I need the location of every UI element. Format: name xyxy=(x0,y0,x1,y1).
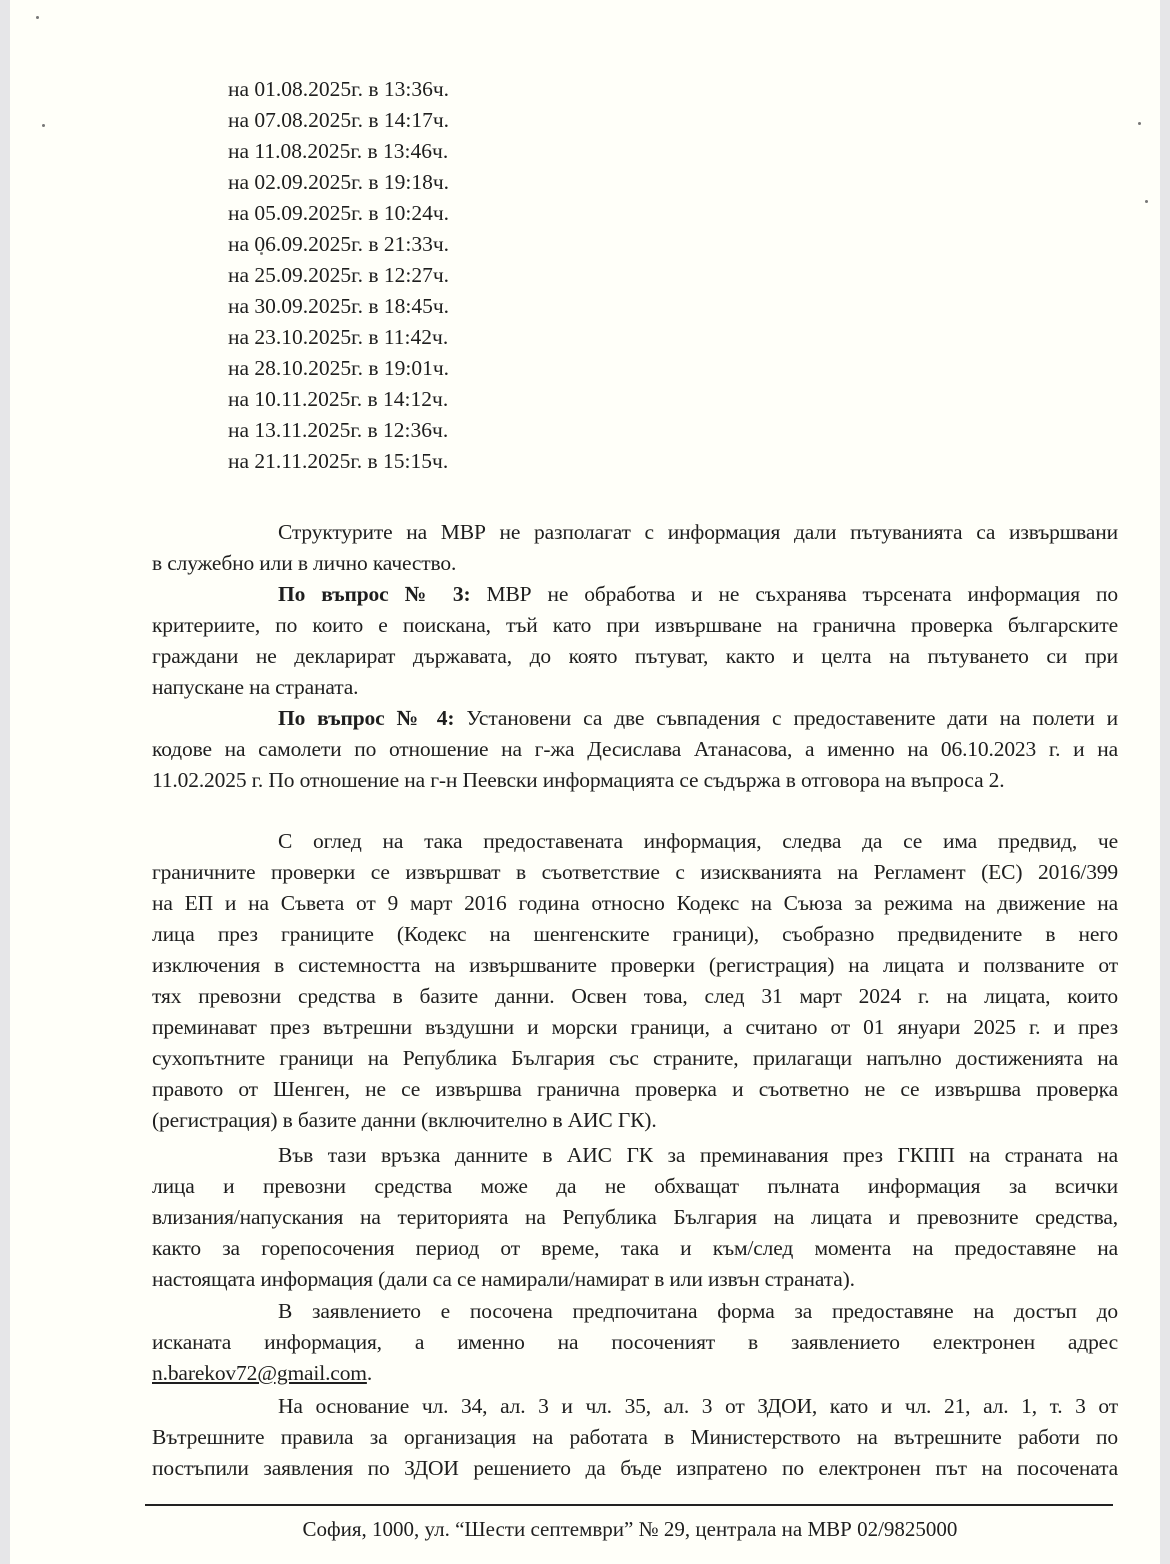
text-fragment: . xyxy=(366,1361,373,1385)
question-4-label: По въпрос № 4: xyxy=(278,706,455,730)
scan-speck xyxy=(36,16,39,19)
text-line: С оглед на така предоставената информация, следва да се има предвид, че xyxy=(278,829,1118,853)
email-link[interactable]: n.barekov72@gmail.com xyxy=(152,1361,367,1385)
paragraph-question-3 xyxy=(152,579,1118,703)
text-line xyxy=(152,1358,1118,1389)
paragraph-border-checks xyxy=(152,826,1118,1136)
text-line: в служебно или в лично качество. xyxy=(152,551,457,575)
date-entry: на 25.09.2025г. в 12:27ч. xyxy=(228,263,450,287)
footer-divider xyxy=(145,1504,1113,1506)
text-fragment: Установени са две съвпадения с предоставените дати на полети и xyxy=(454,706,1118,730)
paragraph-question-4 xyxy=(152,703,1118,796)
date-entry: на 13.11.2025г. в 12:36ч. xyxy=(228,418,449,442)
text-line: на ЕП и на Съвета от 9 март 2016 година относно Кодекс на Съюза за режима на движение на xyxy=(152,891,1118,915)
text-line: Вътрешните правила за организация на работата в Министерството на вътрешните работи по xyxy=(152,1425,1118,1449)
text-line: Структурите на МВР не разполагат с информация дали пътуванията са извършвани xyxy=(278,520,1118,544)
text-line: кодове на самолети по отношение на г-жа Десислава Атанасова, а именно на 06.10.2023 г. и на xyxy=(152,737,1118,761)
paragraph-ais-gk-data xyxy=(152,1140,1118,1295)
text-line: правото от Шенген, не се извършва гранична проверка и съответно не се извършва проверка xyxy=(152,1077,1118,1101)
text-line: влизания/напускания на територията на Република България на лицата и превозните средства, xyxy=(152,1205,1118,1229)
date-entry: на 28.10.2025г. в 19:01ч. xyxy=(228,356,450,380)
text-line: исканата информация, а именно на посоченият в заявлението електронен адрес xyxy=(152,1330,1118,1354)
text-line: преминават през вътрешни въздушни и морски граници, а считано от 01 януари 2025 г. и през xyxy=(152,1015,1118,1039)
document-page xyxy=(10,0,1160,1564)
text-line: лица през границите (Кодекс на шенгенските граници), съобразно предвидените в него xyxy=(152,922,1118,946)
text-line: лица и превозни средства може да не обхващат пълната информация за всички xyxy=(152,1174,1118,1198)
date-entry: на 11.08.2025г. в 13:46ч. xyxy=(228,139,449,163)
text-line: граничните проверки се извършват в съответствие с изискванията на Регламент (ЕС) 2016/399 xyxy=(152,860,1118,884)
scan-speck xyxy=(1138,122,1141,125)
text-line: В заявлението е посочена предпочитана форма за предоставяне на достъп до xyxy=(278,1299,1118,1323)
text-line: 11.02.2025 г. По отношение на г-н Пеевски информацията се съдържа в отговора на въпроса 2. xyxy=(152,768,1005,792)
date-entry: на 02.09.2025г. в 19:18ч. xyxy=(228,170,450,194)
date-entry: на 06.09.2025г. в 21:33ч. xyxy=(228,232,450,256)
text-line: На основание чл. 34, ал. 3 и чл. 35, ал. 3 от ЗДОИ, като и чл. 21, ал. 1, т. 3 от xyxy=(278,1394,1118,1418)
text-line: тях превозни средства в базите данни. Освен това, след 31 март 2024 г. на лицата, които xyxy=(152,984,1118,1008)
paragraph-travel-capacity xyxy=(152,517,1118,579)
date-entry: на 21.11.2025г. в 15:15ч. xyxy=(228,449,449,473)
text-line: критериите, по които е поискана, тъй като при извършване на гранична проверка българските xyxy=(152,613,1118,637)
date-entry: на 23.10.2025г. в 11:42ч. xyxy=(228,325,449,349)
text-line: (регистрация) в базите данни (включително в АИС ГК). xyxy=(152,1108,657,1132)
text-line: сухопътните граници на Република България със страните, прилагащи напълно достиженията на xyxy=(152,1046,1118,1070)
text-line xyxy=(152,579,1118,610)
crossing-dates-list xyxy=(228,74,449,477)
paragraph-legal-basis xyxy=(152,1391,1118,1484)
paragraph-preferred-form xyxy=(152,1296,1118,1389)
scan-speck xyxy=(42,124,45,127)
text-line: както за горепосочения период от време, така и към/след момента на предоставяне на xyxy=(152,1236,1118,1260)
text-line: граждани не декларират държавата, до която пътуват, както и целта на пътуването си при xyxy=(152,644,1118,668)
text-line: Във тази връзка данните в АИС ГК за преминавания през ГКПП на страната на xyxy=(278,1143,1118,1167)
footer-address: София, 1000, ул. “Шести септември” № 29, централа на МВР 02/9825000 xyxy=(302,1517,958,1541)
date-entry: на 05.09.2025г. в 10:24ч. xyxy=(228,201,450,225)
date-entry: на 07.08.2025г. в 14:17ч. xyxy=(228,108,450,132)
text-fragment: МВР не обработва и не съхранява търсената информация по xyxy=(470,582,1118,606)
scan-speck xyxy=(1145,200,1148,203)
text-line: напускане на страната. xyxy=(152,675,359,699)
text-line: изключения в системността на извършваните проверки (регистрация) на лицата и ползваните от xyxy=(152,953,1118,977)
date-entry: на 30.09.2025г. в 18:45ч. xyxy=(228,294,450,318)
text-line: постъпили заявления по ЗДОИ решението да бъде изпратено по електронен път на посочената xyxy=(152,1456,1118,1480)
question-3-label: По въпрос № 3: xyxy=(278,582,471,606)
date-entry: на 10.11.2025г. в 14:12ч. xyxy=(228,387,449,411)
text-line xyxy=(152,703,1118,734)
text-line: настоящата информация (дали са се намирали/намират в или извън страната). xyxy=(152,1267,855,1291)
date-entry: на 01.08.2025г. в 13:36ч. xyxy=(228,77,450,101)
